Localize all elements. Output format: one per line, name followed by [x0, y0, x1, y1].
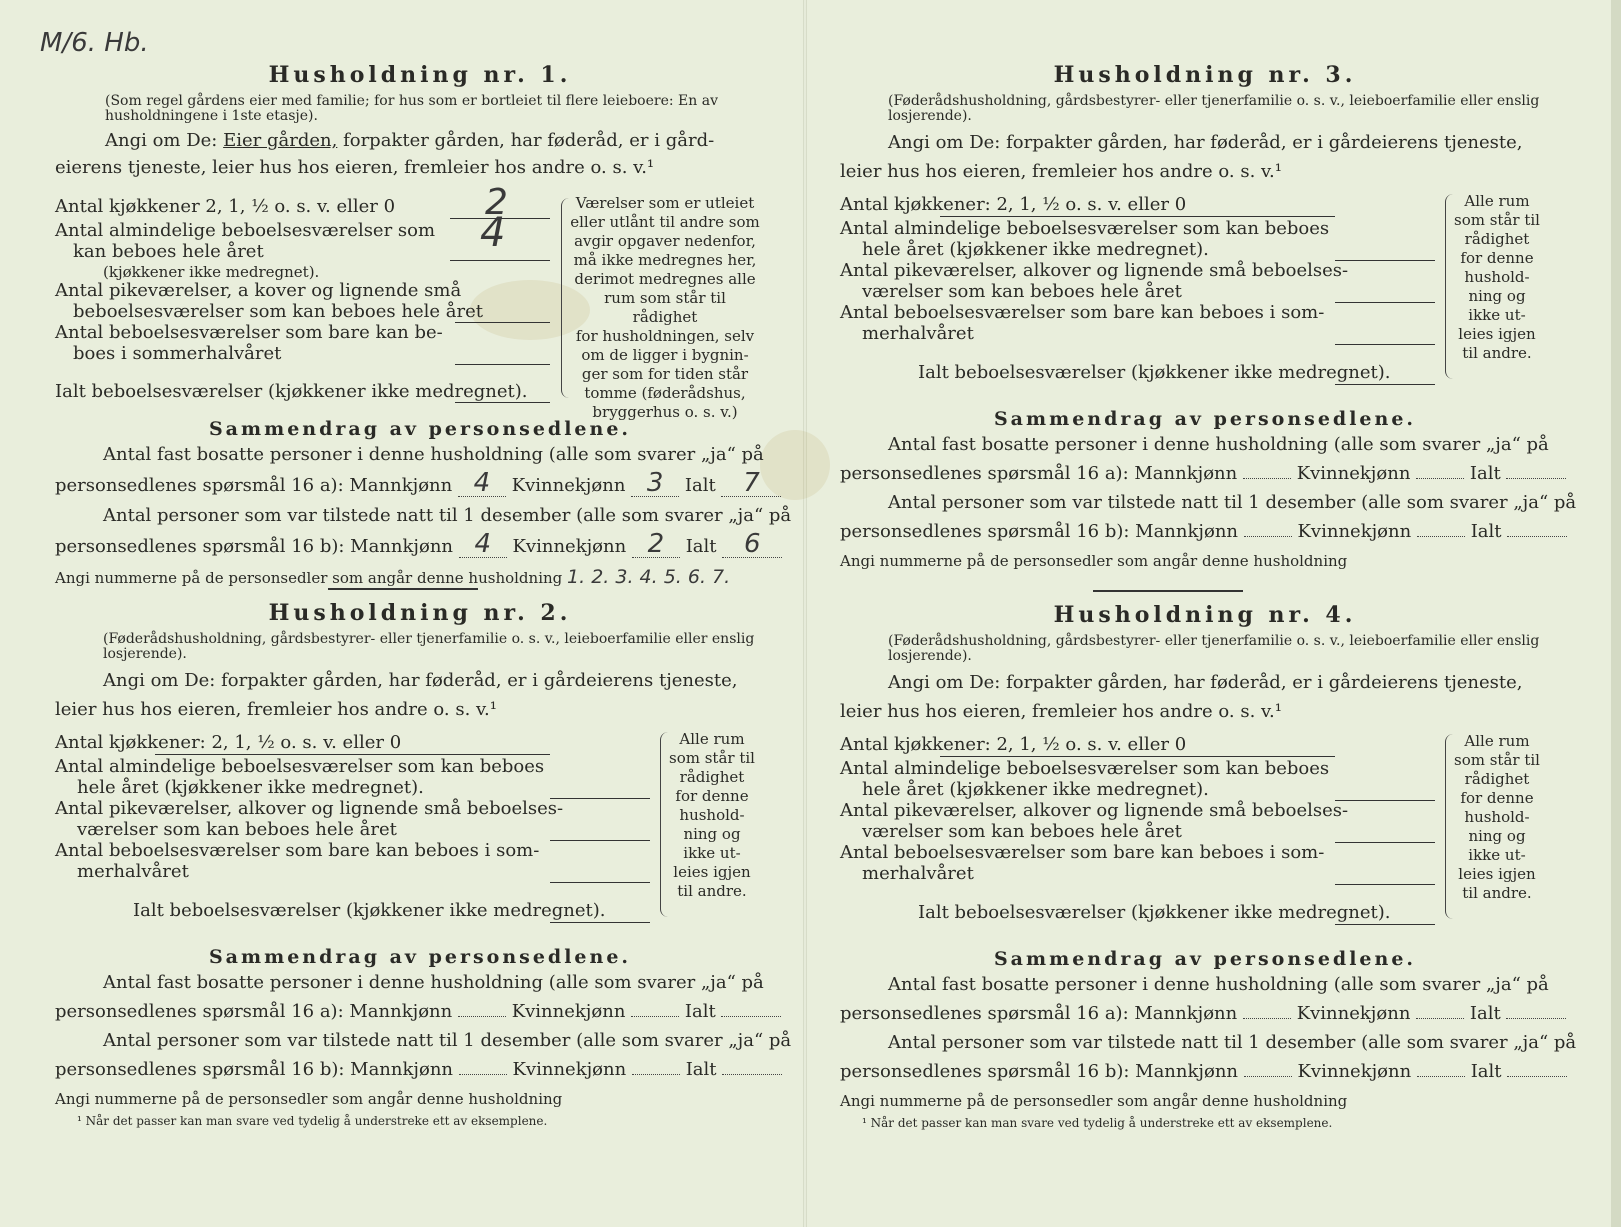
household-3-title: Husholdning nr. 3. [1053, 62, 1357, 88]
h4-sidenote-line: rådighet [1464, 770, 1530, 788]
h4-sidenote-line: ikke ut- [1468, 846, 1526, 864]
h1-sidenote-line: eller utlånt til andre som [570, 213, 760, 231]
corner-note: M/6. Hb. [40, 28, 149, 58]
h3-sidenote-line: leies igjen [1458, 325, 1536, 343]
h1-num-line: Angi nummerne på de personsedler som angår denne husholdning 1. 2. 3. 4. 5. 6. 7. [55, 566, 731, 588]
h1-sidenote-line: derimot medregnes alle [574, 270, 756, 288]
h1-num-value: 1. 2. 3. 4. 5. 6. 7. [567, 566, 731, 588]
h2-sidenote-line: rådighet [679, 768, 745, 786]
household-1-note: (Som regel gårdens eier med familie; for hus som er bortleiet til flere leieboere: En av husholdningene i 1ste etasje). [105, 93, 718, 124]
h1-fast-female: 3 [646, 468, 664, 498]
h2-sidenote-line: til andre. [677, 882, 747, 900]
h4-sidenote-line: Alle rum [1464, 732, 1530, 750]
h3-sidenote-line: ning og [1468, 287, 1526, 305]
h3-sidenote-line: til andre. [1462, 344, 1532, 362]
h4-sidenote-line: hushold- [1464, 808, 1530, 826]
h1-sidenote-line: om de ligger i bygnin- [581, 346, 749, 364]
h2-sidenote-line: leies igjen [673, 863, 751, 881]
h4-summary-title: Sammendrag av personsedlene. [993, 948, 1417, 970]
h2-sidenote-line: hushold- [679, 806, 745, 824]
separator [1093, 590, 1243, 592]
h2-sidenote-line: som står til [669, 749, 755, 767]
h3-sidenote-line: hushold- [1464, 268, 1530, 286]
h1-til-line: personsedlenes spørsmål 16 b): Mannkjønn 4 Kvinnekjønn 2 Ialt 6 [55, 534, 785, 558]
h1-alm-value: 4 [480, 210, 506, 256]
h1-sidenote [570, 194, 760, 422]
household-3: Husholdning nr. 3. (Føderådshusholdning, gårdsbestyrer- eller tjenerfamilie o. s. v., leieboerfamilie eller enslig losjerende). Angi om De: forpakter gården, har føderåd, er i gårdeierens tjeneste, leier hus hos eieren, fremleier hos andre o. s. v.¹ Antal kjøkkener: 2, 1, ½ o. s. v. eller 0 Antal almindelige beboelsesværelser som kan beboes hele året (kjøkkener ikke medregnet). Antal pikeværelser, alkover og lignende små beboelses- værelser som kan beboes hele året Antal beboelsesværelser som bare kan beboes i som- merhalvåret Ialt beboelsesværelser (kjøkkener ikke medregnet). Alle rum som står til rådighet for denne hushold- ning og ikke ut- leies igjen til andre. Sammendrag av personsedlene. Antal fast bosatte personer i denne husholdning (alle som svarer „ja“ på personsedlenes spørsmål 16 a): Mannkjønn Kvinnekjønn Ialt Antal personer som var tilstede natt til 1 desember (alle som svarer „ja“ på personsedlenes spørsmål 16 b): Mannkjønn Kvinnekjønn Ialt Angi nummerne på de personsedler som angår denne husholdning [840, 62, 1577, 570]
h2-sidenote-line: Alle rum [679, 730, 745, 748]
h1-sidenote-line: rum som står til rådighet [604, 289, 726, 326]
footnote: ¹ Når det passer kan man svare ved tydelig å understreke ett av eksemplene. [77, 1114, 548, 1128]
h1-fast-male: 4 [473, 468, 491, 498]
footnote: ¹ Når det passer kan man svare ved tydelig å understreke ett av eksemplene. [862, 1116, 1333, 1130]
h1-sidenote-line: tomme (føderådshus, [584, 384, 746, 402]
h3-sidenote [1452, 192, 1542, 363]
h1-fast-line: personsedlenes spørsmål 16 a): Mannkjønn 4 Kvinnekjønn 3 Ialt 7 [55, 473, 785, 497]
h1-sidenote-line: avgir opgaver nedenfor, [574, 232, 756, 250]
h4-sidenote-line: for denne [1460, 789, 1534, 807]
separator [328, 588, 478, 590]
h4-rooms-block: Antal kjøkkener: 2, 1, ½ o. s. v. eller 0 Antal almindelige beboelsesværelser som kan beboes hele året (kjøkkener ikke medregnet). Antal pikeværelser, alkover og lignende små beboelses- værelser som kan beboes hele året Antal beboelsesværelser som bare kan beboes i som- merhalvåret Ialt beboelsesværelser (kjøkkener ikke medregnet). Alle rum som står til rådighet for denne hushold- ning og ikke ut- leies igjen til andre. [840, 734, 1570, 934]
h1-rooms-block: Antal kjøkkener 2, 1, ½ o. s. v. eller 0 2 Antal almindelige beboelsesværelser som kan beboes hele året (kjøkkener ikke medregnet). 4 Antal pikeværelser, a kover og lignende små beboelsesværelser som kan beboes hele året Antal beboelsesværelser som bare kan be- boes i sommerhalvåret Ialt beboelsesværelser (kjøkkener ikke medregnet). Værelser som er utleiet eller utlånt til andre som avgir opgaver nedenfor, må ikke medregnes her, derimot medregnes alle rum som står til rådighet for husholdningen, selv om de ligger i bygnin- ger som for tiden står tomme (føderådshus, bryggerhus o. s. v.) [55, 182, 760, 421]
h1-sidenote-line: bryggerhus o. s. v.) [592, 403, 738, 421]
h1-summary-title: Sammendrag av personsedlene. [208, 418, 632, 440]
h1-til-male: 4 [474, 529, 492, 559]
h1-kjokken-value: 2 [485, 182, 508, 223]
h2-sidenote-line: for denne [675, 787, 749, 805]
household-2-title: Husholdning nr. 2. [268, 600, 572, 626]
h4-sidenote-line: ning og [1468, 827, 1526, 845]
page-fold [803, 0, 807, 1227]
h4-sidenote-line: som står til [1454, 751, 1540, 769]
h1-sidenote-line: må ikke medregnes her, [573, 251, 757, 269]
h1-kjokken-label: Antal kjøkkener 2, 1, ½ o. s. v. eller 0 [55, 196, 396, 217]
h4-sidenote-line: leies igjen [1458, 865, 1536, 883]
household-4-title: Husholdning nr. 4. [1053, 602, 1357, 628]
household-1: Husholdning nr. 1. (Som regel gårdens eier med familie; for hus som er bortleiet til flere leieboere: En av husholdningene i 1ste etasje). Angi om De: Eier gården, forpakter gården, har føderåd, er i gård- eierens tjeneste, leier hus hos eieren, fremleier hos andre o. s. v.¹ Antal kjøkkener 2, 1, ½ o. s. v. eller 0 2 Antal almindelige beboelsesværelser som kan beboes hele året (kjøkkener ikke medregnet). 4 Antal pikeværelser, a kover og lignende små beboelsesværelser som kan beboes hele året Antal beboelsesværelser som bare kan be- boes i sommerhalvåret Ialt beboelsesværelser (kjøkkener ikke medregnet). Værelser som er utleiet eller utlånt til andre som avgir opgaver nedenfor, må ikke medregnes her, derimot medregnes alle rum som står til rådighet for husholdningen, selv om de ligger i bygnin- ger som for tiden står tomme (føderådshus, bryggerhus o. s. v.) Sammendrag av personsedlene. Antal fast bosatte personer i denne husholdning (alle som svarer „ja“ på personsedlenes spørsmål 16 a): Mannkjønn 4 Kvinnekjønn 3 Ialt 7 Antal personer som var tilstede natt til 1 desember (alle som svarer „ja“ på personsedlenes spørsmål 16 b): Mannkjønn 4 Kvinnekjønn 2 Ialt 6 Angi nummerne på de personsedler som angår denne husholdning 1. 2. 3. 4. 5. 6. 7. [55, 62, 792, 588]
h1-angi-line: Angi om De: Eier gården, forpakter gården, har føderåd, er i gård- [105, 130, 715, 151]
paper-edge [1611, 0, 1621, 1227]
h2-sidenote [667, 730, 757, 901]
h4-sidenote-line: til andre. [1462, 884, 1532, 902]
h2-rooms-block: Antal kjøkkener: 2, 1, ½ o. s. v. eller 0 Antal almindelige beboelsesværelser som kan beboes hele året (kjøkkener ikke medregnet). Antal pikeværelser, alkover og lignende små beboelses- værelser som kan beboes hele året Antal beboelsesværelser som bare kan beboes i som- merhalvåret Ialt beboelsesværelser (kjøkkener ikke medregnet). Alle rum som står til rådighet for denne hushold- ning og ikke ut- leies igjen til andre. [55, 732, 785, 932]
household-2: Husholdning nr. 2. (Føderådshusholdning, gårdsbestyrer- eller tjenerfamilie o. s. v., leieboerfamilie eller enslig losjerende). Angi om De: forpakter gården, har føderåd, er i gårdeierens tjeneste, leier hus hos eieren, fremleier hos andre o. s. v.¹ Antal kjøkkener: 2, 1, ½ o. s. v. eller 0 Antal almindelige beboelsesværelser som kan beboes hele året (kjøkkener ikke medregnet). Antal pikeværelser, alkover og lignende små beboelses- værelser som kan beboes hele året Antal beboelsesværelser som bare kan beboes i som- merhalvåret Ialt beboelsesværelser (kjøkkener ikke medregnet). Alle rum som står til rådighet for denne hushold- ning og ikke ut- leies igjen til andre. Sammendrag av personsedlene. Antal fast bosatte personer i denne husholdning (alle som svarer „ja“ på personsedlenes spørsmål 16 a): Mannkjønn Kvinnekjønn Ialt Antal personer som var tilstede natt til 1 desember (alle som svarer „ja“ på personsedlenes spørsmål 16 b): Mannkjønn Kvinnekjønn Ialt Angi nummerne på de personsedler som angår denne husholdning ¹ Når det passer kan man svare ved tydelig å understreke ett av eksemplene. [55, 600, 792, 1128]
household-4: Husholdning nr. 4. (Føderådshusholdning, gårdsbestyrer- eller tjenerfamilie o. s. v., leieboerfamilie eller enslig losjerende). Angi om De: forpakter gården, har føderåd, er i gårdeierens tjeneste, leier hus hos eieren, fremleier hos andre o. s. v.¹ Antal kjøkkener: 2, 1, ½ o. s. v. eller 0 Antal almindelige beboelsesværelser som kan beboes hele året (kjøkkener ikke medregnet). Antal pikeværelser, alkover og lignende små beboelses- værelser som kan beboes hele året Antal beboelsesværelser som bare kan beboes i som- merhalvåret Ialt beboelsesværelser (kjøkkener ikke medregnet). Alle rum som står til rådighet for denne hushold- ning og ikke ut- leies igjen til andre. Sammendrag av personsedlene. Antal fast bosatte personer i denne husholdning (alle som svarer „ja“ på personsedlenes spørsmål 16 a): Mannkjønn Kvinnekjønn Ialt Antal personer som var tilstede natt til 1 desember (alle som svarer „ja“ på personsedlenes spørsmål 16 b): Mannkjønn Kvinnekjønn Ialt Angi nummerne på de personsedler som angår denne husholdning ¹ Når det passer kan man svare ved tydelig å understreke ett av eksemplene. [840, 602, 1577, 1130]
h2-sidenote-line: ikke ut- [683, 844, 741, 862]
h3-sidenote-line: Alle rum [1464, 192, 1530, 210]
h3-sidenote-line: ikke ut- [1468, 306, 1526, 324]
h3-rooms-block: Antal kjøkkener: 2, 1, ½ o. s. v. eller 0 Antal almindelige beboelsesværelser som kan beboes hele året (kjøkkener ikke medregnet). Antal pikeværelser, alkover og lignende små beboelses- værelser som kan beboes hele året Antal beboelsesværelser som bare kan beboes i som- merhalvåret Ialt beboelsesværelser (kjøkkener ikke medregnet). Alle rum som står til rådighet for denne hushold- ning og ikke ut- leies igjen til andre. [840, 194, 1570, 394]
right-page [840, 0, 1577, 1227]
h1-sidenote-line: for husholdningen, selv [575, 327, 755, 345]
h3-sidenote-line: rådighet [1464, 230, 1530, 248]
h1-sidenote-line: Værelser som er utleiet [575, 194, 755, 212]
h1-angi-line-2: eierens tjeneste, leier hus hos eieren, fremleier hos andre o. s. v.¹ [55, 157, 655, 178]
left-page [55, 0, 792, 1227]
h1-til-total: 6 [743, 529, 761, 559]
h4-sidenote [1452, 732, 1542, 903]
h1-angi-answer: Eier gården, [223, 130, 338, 151]
household-1-title: Husholdning nr. 1. [268, 62, 572, 88]
h1-brace [561, 198, 570, 398]
h2-sidenote-line: ning og [683, 825, 741, 843]
h2-summary-title: Sammendrag av personsedlene. [208, 946, 632, 968]
h3-summary-title: Sammendrag av personsedlene. [993, 408, 1417, 430]
h1-sidenote-line: ger som for tiden står [581, 365, 749, 383]
h3-sidenote-line: som står til [1454, 211, 1540, 229]
h3-sidenote-line: for denne [1460, 249, 1534, 267]
h1-til-female: 2 [647, 529, 665, 559]
h1-fast-total: 7 [743, 468, 760, 498]
